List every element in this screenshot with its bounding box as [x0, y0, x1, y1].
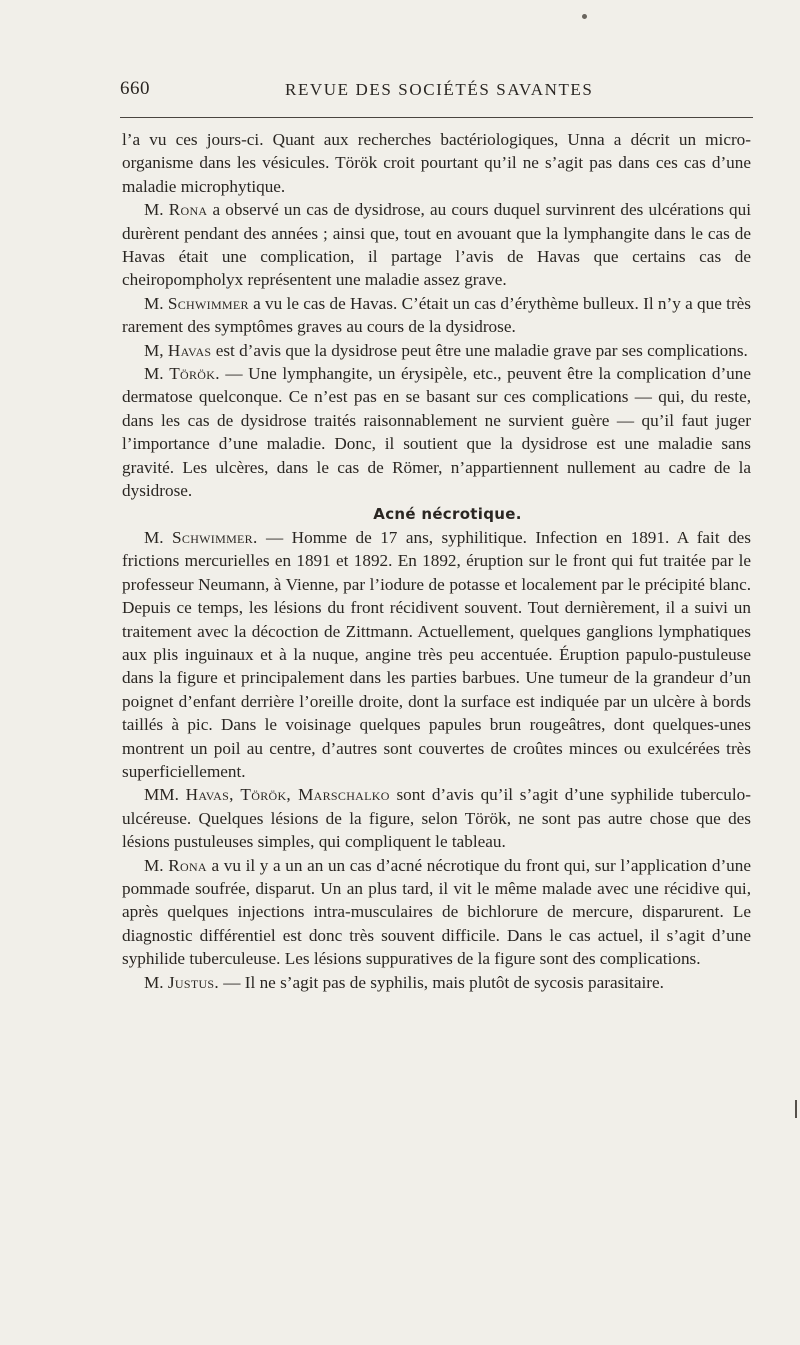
printing-speck: [582, 14, 587, 19]
running-head: REVUE DES SOCIÉTÉS SAVANTES: [285, 80, 594, 99]
speaker-name: Justus.: [167, 972, 219, 992]
speaker-name: Havas: [167, 340, 212, 360]
paragraph-text: — Homme de 17 ans, syphilitique. Infection en 1891. A fait des frictions mercurielles en 1891 et 1892. En 1892, éruption sur le front qui fut traitée par le professeur Neumann, à Vienne, par l’iodure de potasse et localement par le précipité blanc. Depuis ce temps, les lésions du front récidivent souvent. Tout dernièrement, il a suivi un traitement avec la décoction de Zittmann. Actuellement, quelques ganglions lymphatiques aux plis inguinaux et à la nuque, angine très peu accentuée. Éruption papulo-pustuleuse dans la figure et principalement dans les parties barbues. Une tumeur de la grandeur d’un poignet d’enfant derrière l’oreille droite, dont la surface est indiquée par un ulcère à bords taillés à pic. Dans le voisinage quelques papules brun rougeâtres, dont quelques-unes montrent un poil au centre, d’autres sont couvertes de croûtes minces ou exulcérées très superficiellement.: [122, 527, 751, 781]
speaker-title: M.: [144, 527, 173, 547]
page-header: [120, 78, 753, 102]
speaker-title: M.: [144, 293, 168, 313]
speaker-name: Havas, Török, Marschalko: [185, 785, 390, 805]
paragraph-text: est d’avis que la dysidrose peut être une maladie grave par ses complications.: [211, 340, 748, 360]
speaker-name: Török.: [169, 364, 220, 384]
speaker-name: Schwimmer: [167, 293, 249, 313]
paragraph: [122, 362, 751, 502]
paragraph-text: a vu le cas de Havas. C’était un cas d’érythème bulleux. Il n’y a que très rarement des symptômes graves au cours de la dysidrose.: [122, 293, 751, 337]
paragraph: [122, 339, 751, 362]
paragraph-text: l’a vu ces jours-ci. Quant aux recherches bactériologiques, Unna a décrit un micro-organisme dans les vésicules. Török croit pourtant qu’il ne s’agit pas dans ces cas d’une maladie microphytique.: [122, 130, 751, 196]
paragraph-text: a vu il y a un an un cas d’acné nécrotique du front qui, sur l’application d’une pommade soufrée, disparut. Un an plus tard, il vit le même malade avec une récidive qui, après quelques injections intra-musculaires de bichlorure de mercure, disparurent. Le diagnostic différentiel est donc très souvent difficile. Dans le cas actuel, il s’agit d’une syphilide tuberculeuse. Les lésions suppuratives de la figure sont des complications.: [122, 855, 751, 969]
page-number: 660: [120, 78, 150, 99]
speaker-title: M.: [144, 364, 170, 384]
speaker-name: Rona: [168, 855, 207, 875]
speaker-title: MM.: [144, 785, 186, 805]
paragraph: [122, 971, 751, 994]
speaker-name: Schwimmer.: [172, 527, 258, 547]
paragraph-text: sont d’avis qu’il s’agit d’une syphilide tuberculo-ulcéreuse. Quelques lésions de la figure, selon Török, ne sont pas autre chose que des lésions pustuleuses simples, qui compliquent le tableau.: [122, 785, 751, 852]
paragraph: [122, 526, 751, 783]
body-text: [122, 128, 751, 994]
paragraph-text: — Il ne s’agit pas de syphilis, mais plutôt de sycosis parasitaire.: [219, 972, 664, 992]
paragraph: [122, 198, 751, 292]
margin-mark: [795, 1100, 797, 1118]
paragraph: [122, 292, 751, 339]
speaker-title: M.: [144, 855, 169, 875]
paragraph-text: — Une lymphangite, un érysipèle, etc., peuvent être la complication d’une dermatose quelconque. Ce n’est pas en se basant sur ces complications — qui, du reste, dans les cas de dysidrose traités raisonnablement ne survient guère — qu’il faut juger l’importance d’une maladie. Donc, il soutient que la dysidrose est une maladie sans gravité. Les ulcères, dans le cas de Römer, n’appartiennent nullement au cadre de la dysidrose.: [122, 364, 751, 501]
speaker-title: M.: [144, 972, 168, 992]
speaker-name: Rona: [168, 200, 208, 220]
paragraph: [122, 783, 751, 853]
paragraph: [122, 128, 751, 198]
paragraph: [122, 854, 751, 971]
speaker-title: M.: [144, 200, 169, 220]
header-rule: [120, 117, 753, 118]
paragraph-text: a observé un cas de dysidrose, au cours duquel survinrent des ulcérations qui durèrent pendant des années ; ainsi que, tout en avouant que la lymphangite dans le cas de Havas était une complication, il partage l’avis de Havas que certains cas de cheiropompholyx représentent une maladie assez grave.: [122, 200, 751, 290]
speaker-title: M,: [144, 340, 168, 360]
section-title: Acné nécrotique.: [373, 504, 522, 523]
